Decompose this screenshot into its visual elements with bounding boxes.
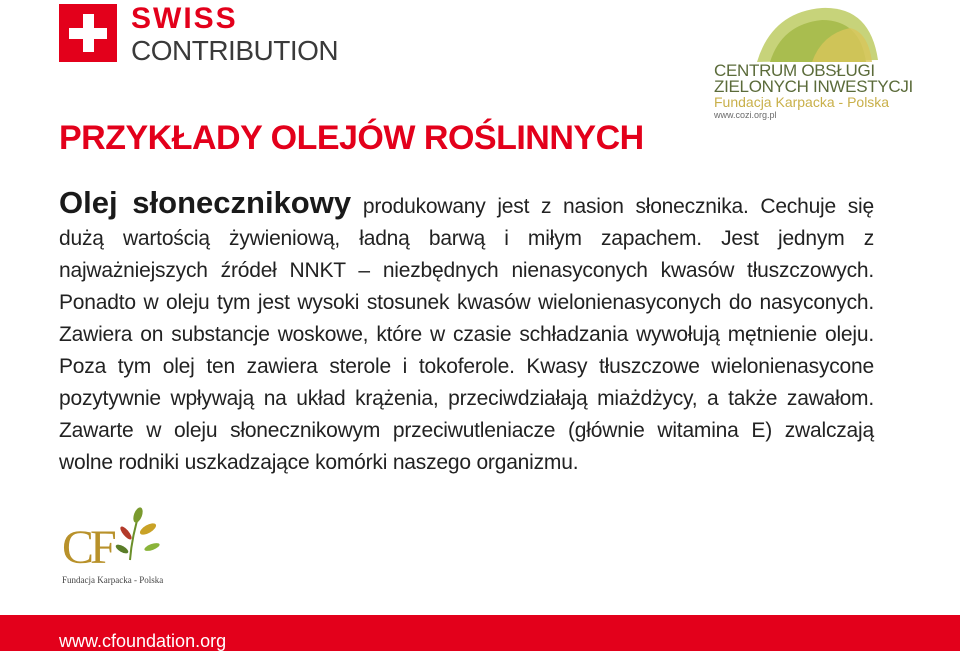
centrum-logo-url: www.cozi.org.pl — [714, 110, 777, 120]
swiss-logo-word: SWISS — [131, 2, 238, 35]
footer-url: www.cfoundation.org — [59, 631, 227, 651]
centrum-logo-line3: Fundacja Karpacka - Polska — [714, 94, 890, 110]
swiss-flag-icon — [59, 4, 117, 62]
cf-logo-letters: CF — [62, 521, 113, 574]
footer-bar — [0, 615, 960, 651]
body-paragraph — [59, 187, 874, 479]
cf-logo-caption: Fundacja Karpacka - Polska — [62, 575, 164, 585]
page-title: PRZYKŁADY OLEJÓW ROŚLINNYCH — [59, 119, 644, 157]
swiss-contribution-logo — [59, 4, 359, 68]
paragraph-lead: Olej słonecznikowy — [59, 185, 352, 220]
centrum-logo — [712, 4, 913, 124]
paragraph-text: produkowany jest z nasion słonecznika. Cechuje się dużą wartością żywieniową, ładną barwą i miłym zapachem. Jest jednym z najważniejszych źródeł NNKT – niezbędnych nienasyconych kwasów tłuszczowych. Ponadto w oleju tym jest wysoki stosunek kwasów wielonienasyconych do nasyconych. Zawiera on substancje woskowe, które w czasie schładzania wywołują mętnienie oleju. Poza tym olej ten zawiera sterole i tokoferole. Kwasy tłuszczowe wielonienasycone pozytywnie wpływają na układ krążenia, przeciwdziałają miażdżycy, a także zawałom. Zawarte w oleju słonecznikowym przeciwutleniacze (głównie witamina E) zwalczają wolne rodniki uszkadzające komórki naszego organizmu. — [59, 195, 874, 474]
contribution-logo-word: CONTRIBUTION — [131, 35, 339, 66]
cf-foundation-logo — [60, 505, 170, 587]
sun-leaf-icon — [752, 4, 882, 64]
centrum-logo-line1: CENTRUM OBSŁUGI — [714, 61, 875, 80]
centrum-logo-line2: ZIELONYCH INWESTYCJI — [714, 77, 913, 96]
